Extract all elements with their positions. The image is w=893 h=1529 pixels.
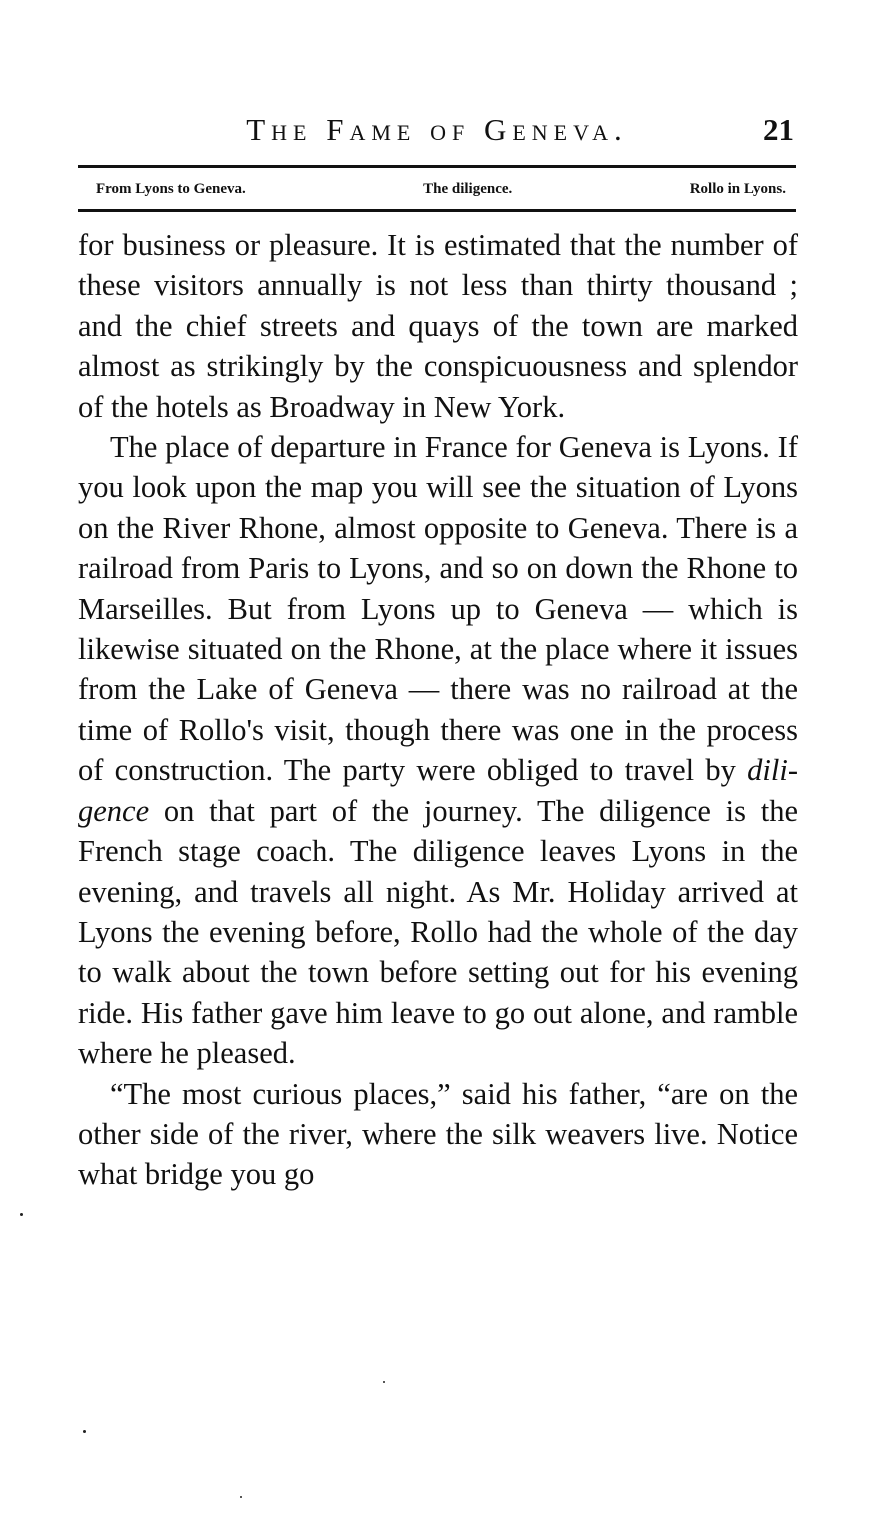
paragraph-3: “The most curious places,” said his father, “are on the other side of the river, where the silk weavers live. Notice what bridge you go <box>78 1076 798 1192</box>
ink-speck <box>83 1430 86 1433</box>
ink-speck <box>240 1496 242 1498</box>
subhead-center: The diligence. <box>423 181 513 197</box>
paragraph-2-text-b: on that part of the journey. The diligence is the French stage coach. The diligence leaves Lyons in the evening, and travels all night. As Mr. Holiday arrived at Lyons the evening before, Rollo had the whole of the day to walk about the town before setting out for his evening ride. His father gave him leave to go out alone, and ramble where he pleased. <box>78 793 798 1071</box>
subhead-right: Rollo in Lyons. <box>689 181 786 197</box>
ink-speck <box>383 1381 385 1383</box>
header-rule-top <box>78 165 796 168</box>
page-number: 21 <box>763 112 794 147</box>
section-subheads <box>96 178 786 202</box>
paragraph-2 <box>78 427 798 1074</box>
running-title: The Fame of Geneva. <box>246 112 628 147</box>
ink-speck <box>20 1213 23 1216</box>
paragraph-2-text-a: The place of departure in France for Geneva is Lyons. If you look upon the map you will see the situation of Lyons on the River Rhone, almost opposite to Geneva. There is a railroad from Paris to Lyons, and so on down the Rhone to Marseilles. But from Lyons up to Geneva — which is likewise situated on the Rhone, at the place where it issues from the Lake of Geneva — there was no railroad at the time of Rollo's visit, though there was one in the process of construction. The party were obliged to travel by <box>78 430 798 788</box>
header-rule-bottom <box>78 209 796 212</box>
paragraph-1: for business or pleasure. It is estimated that the number of these visitors annually is not less than thirty thousand ; and the chief streets and quays of the town are marked almost as strikingly by the conspicuousness and splendor of the hotels as Broadway in New York. <box>78 228 798 424</box>
paragraph-2-italic-word: dili-gence <box>78 753 798 828</box>
body-text <box>78 225 798 1195</box>
subhead-left: From Lyons to Geneva. <box>96 181 246 197</box>
running-head <box>78 112 796 152</box>
